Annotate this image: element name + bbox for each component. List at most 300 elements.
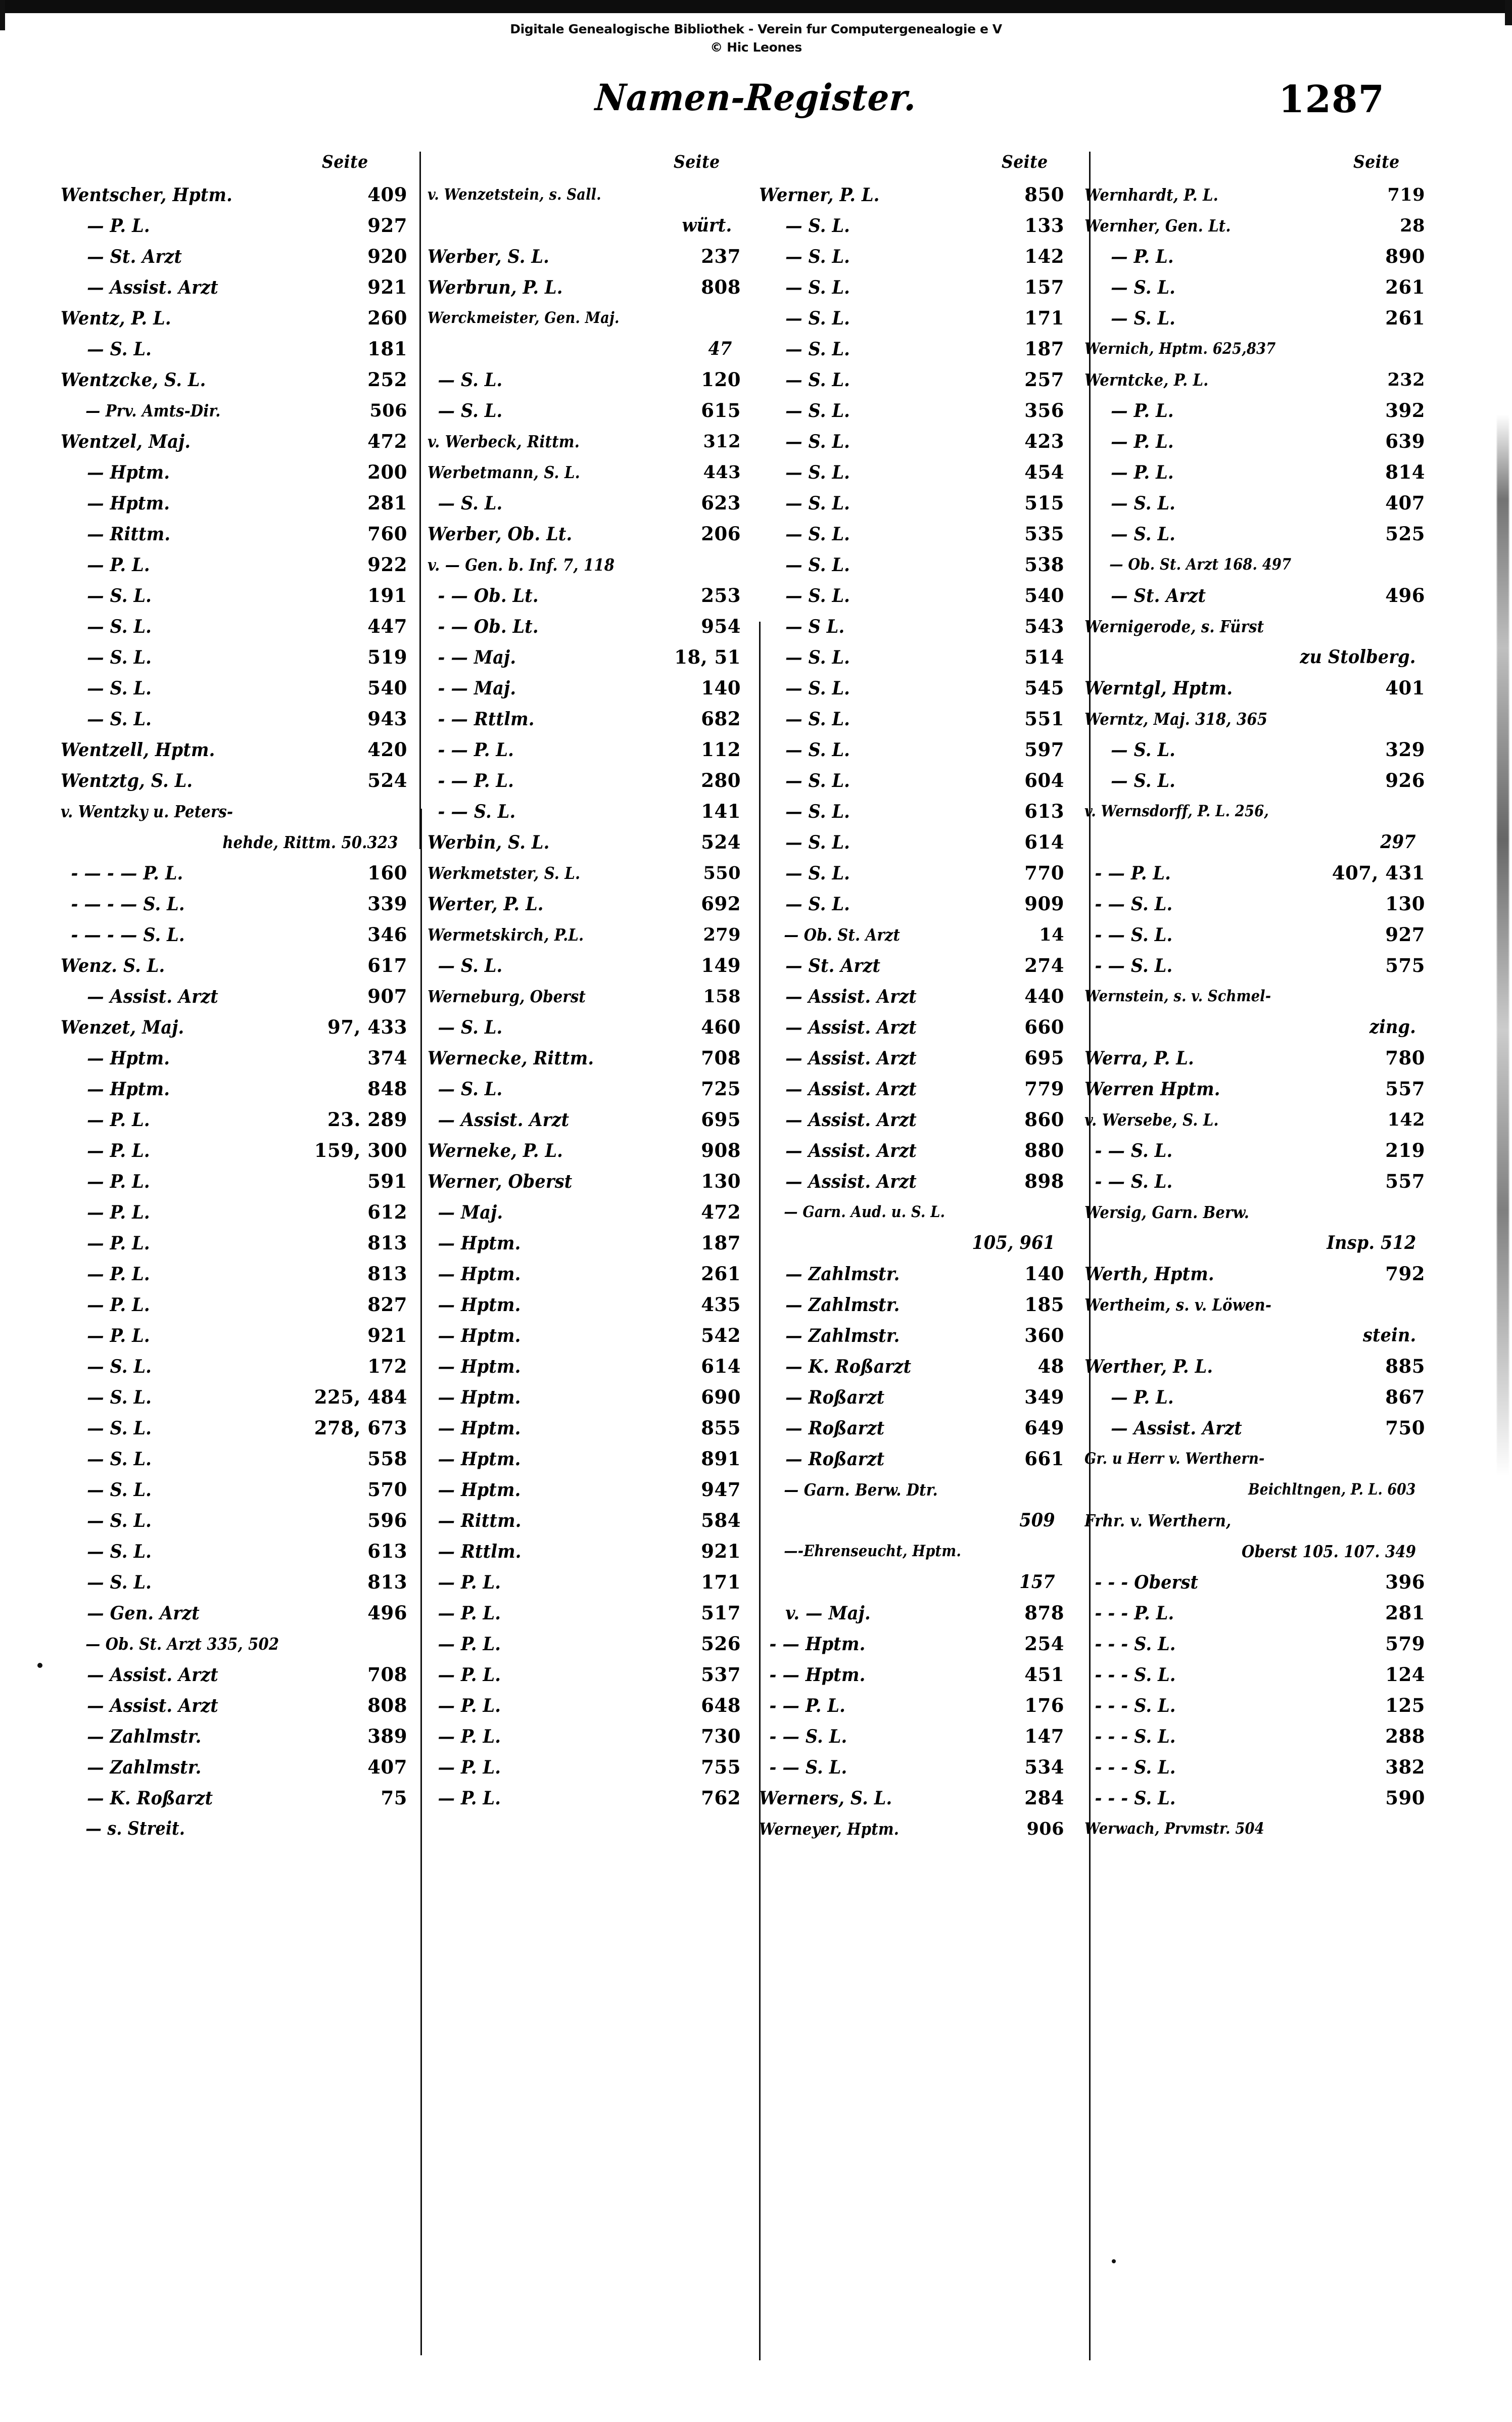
index-entry-page: 440 xyxy=(1024,985,1064,1007)
index-entry-name: — P. L. xyxy=(438,1572,501,1593)
index-entry xyxy=(428,1505,741,1536)
index-entry-name: Werra, P. L. xyxy=(1084,1048,1194,1069)
index-entry-name: Frhr. v. Werthern, xyxy=(1084,1511,1232,1530)
index-entry xyxy=(61,179,407,210)
index-entry xyxy=(759,1259,1064,1289)
index-entry-name: 47 xyxy=(708,338,732,359)
index-entry-name: stein. xyxy=(1362,1325,1416,1346)
index-entry-name: — Assist. Arzt xyxy=(87,1664,218,1686)
index-entry-name: — S. L. xyxy=(785,400,850,422)
index-entry-name: — S. L. xyxy=(87,1541,152,1562)
index-entry-name: — S L. xyxy=(785,616,845,637)
index-entry-name: — P. L. xyxy=(87,1294,150,1316)
index-entry-page: 281 xyxy=(367,492,407,514)
index-entry-page: 695 xyxy=(1024,1047,1064,1069)
index-entry-page: 28 xyxy=(1400,215,1425,236)
index-entry-name: — S. L. xyxy=(87,1510,152,1531)
index-entry-name: hehde, Rittm. 50.323 xyxy=(222,832,398,852)
index-entry-name: — S. L. xyxy=(438,493,503,514)
index-entry xyxy=(61,1752,407,1783)
index-entry xyxy=(428,1690,741,1721)
index-entry xyxy=(428,981,741,1012)
index-entry-page: 274 xyxy=(1024,954,1064,976)
index-entry-name: — P. L. xyxy=(438,1757,501,1778)
index-entry xyxy=(759,549,1064,580)
index-entry xyxy=(61,889,407,919)
index-entry-name: ‐ — S. L. xyxy=(1095,924,1173,946)
index-entry-page: 454 xyxy=(1024,461,1064,483)
index-entry-page: 447 xyxy=(367,615,407,637)
index-entry xyxy=(428,1628,741,1659)
index-entry-name: — Roßarzt xyxy=(785,1449,885,1470)
index-entry xyxy=(1084,1628,1425,1659)
index-entry-name: Wersig, Garn. Berw. xyxy=(1084,1202,1250,1222)
index-entry-name: — S. L. xyxy=(87,1479,152,1501)
index-entry xyxy=(1084,796,1425,827)
index-entry-page: 389 xyxy=(367,1725,407,1747)
index-entry-page: 420 xyxy=(367,738,407,761)
index-entry-page: 401 xyxy=(1385,677,1425,699)
index-entry xyxy=(61,519,407,549)
index-entry xyxy=(428,765,741,796)
index-entry xyxy=(61,395,407,426)
index-entry-page: 690 xyxy=(701,1386,741,1408)
index-entry-name: ‐ ‐ ‐ S. L. xyxy=(1095,1788,1176,1809)
index-entry-page: 557 xyxy=(1385,1078,1425,1100)
index-entry-page: 570 xyxy=(367,1478,407,1501)
index-entry-name: Werntgl, Hptm. xyxy=(1084,678,1233,699)
index-entry-page: 14 xyxy=(1039,924,1064,945)
index-entry-name: Werner, P. L. xyxy=(759,184,880,206)
index-entry-name: — S. L. xyxy=(1111,524,1176,545)
index-entry-page: 496 xyxy=(367,1602,407,1624)
index-entry-page: 692 xyxy=(701,893,741,915)
index-entry-name: Wernigerode, s. Fürst xyxy=(1084,617,1264,636)
index-entry-name: — S. L. xyxy=(785,863,850,884)
index-entry-name: — Zahlmstr. xyxy=(87,1757,202,1778)
index-entry xyxy=(1084,1752,1425,1783)
page-number: 1287 xyxy=(1279,78,1385,121)
index-entry-name: v. Wenzetstein, s. Sall. xyxy=(428,185,601,204)
index-entry xyxy=(759,1289,1064,1320)
index-entry xyxy=(61,1043,407,1074)
index-entry-page: 451 xyxy=(1024,1663,1064,1686)
index-entry-page: 339 xyxy=(367,893,407,915)
index-entry xyxy=(1084,1474,1425,1505)
index-entry-page: 206 xyxy=(701,523,741,545)
index-entry-page: 112 xyxy=(701,738,741,761)
index-entry-name: ‐ — Hptm. xyxy=(769,1634,866,1655)
index-entry xyxy=(759,642,1064,673)
index-entry-name: ‐ — S. L. xyxy=(1095,1171,1173,1192)
index-entry-page: 695 xyxy=(701,1108,741,1131)
index-entry-page: 885 xyxy=(1385,1355,1425,1377)
index-entry-name: ‐ — S. L. xyxy=(1095,894,1173,915)
index-entry xyxy=(61,765,407,796)
index-entry-list xyxy=(61,179,407,1844)
index-entry-page: 435 xyxy=(701,1293,741,1316)
index-entry xyxy=(61,827,407,858)
index-entry xyxy=(61,1598,407,1628)
index-entry xyxy=(1084,1659,1425,1690)
index-entry-name: Wentz, P. L. xyxy=(61,308,171,329)
index-entry xyxy=(1084,395,1425,426)
index-entry-name: — S. L. xyxy=(87,585,152,607)
index-entry xyxy=(428,1351,741,1382)
index-entry-name: — Assist. Arzt xyxy=(785,1079,917,1100)
index-entry-page: 762 xyxy=(701,1787,741,1809)
index-entry-page: 661 xyxy=(1024,1448,1064,1470)
index-entry-name: —‐Ehrenseucht, Hptm. xyxy=(784,1542,962,1560)
index-entry-page: 515 xyxy=(1024,492,1064,514)
index-entry-name: v. Werbeck, Rittm. xyxy=(428,432,580,451)
index-entry xyxy=(759,919,1064,950)
index-entry-page: 860 xyxy=(1024,1108,1064,1131)
index-entry-page: 171 xyxy=(1024,307,1064,329)
index-entry-name: — Assist. Arzt xyxy=(87,277,218,298)
index-entry-name: ‐ — P. L. xyxy=(769,1695,845,1716)
index-entry xyxy=(61,1228,407,1259)
index-entry xyxy=(61,1690,407,1721)
index-entry xyxy=(428,642,741,673)
index-entry-name: ‐ — P. L. xyxy=(438,739,514,761)
index-entry-page: 75 xyxy=(381,1787,407,1809)
index-entry-name: Werth, Hptm. xyxy=(1084,1264,1214,1285)
index-entry-name: — P. L. xyxy=(438,1603,501,1624)
index-entry xyxy=(61,1505,407,1536)
index-entry-page: 460 xyxy=(701,1016,741,1038)
index-entry xyxy=(428,241,741,272)
watermark-line-2: © Hic Leones xyxy=(710,40,802,55)
index-entry xyxy=(428,1721,741,1752)
index-entry-name: ‐ ‐ ‐ S. L. xyxy=(1095,1664,1176,1686)
index-entry-name: — Garn. Aud. u. S. L. xyxy=(784,1203,946,1221)
index-entry-name: 105, 961 xyxy=(972,1232,1055,1253)
index-entry-name: — Hptm. xyxy=(438,1325,521,1346)
index-entry-page: 617 xyxy=(367,954,407,976)
index-entry-page: 409 xyxy=(367,183,407,206)
index-entry xyxy=(428,1783,741,1813)
index-entry xyxy=(61,1166,407,1197)
index-entry-name: — S. L. xyxy=(438,369,503,391)
index-entry-name: Werntz, Maj. 318, 365 xyxy=(1084,709,1268,729)
index-entry xyxy=(61,981,407,1012)
index-entry xyxy=(61,796,407,827)
index-columns xyxy=(61,152,1425,2376)
index-entry-page: 254 xyxy=(1024,1633,1064,1655)
index-entry-page: 813 xyxy=(367,1263,407,1285)
index-entry-name: — Assist. Arzt xyxy=(785,1048,917,1069)
index-entry xyxy=(1084,241,1425,272)
index-entry-name: — Hptm. xyxy=(438,1356,521,1377)
index-entry-name: — Hptm. xyxy=(87,462,170,483)
index-entry-name: — Assist. Arzt xyxy=(87,1695,218,1716)
index-entry-page: 120 xyxy=(701,368,741,391)
index-entry xyxy=(428,1443,741,1474)
index-entry-name: Werckmeister, Gen. Maj. xyxy=(428,309,620,327)
index-entry-name: — P. L. xyxy=(87,1325,150,1346)
index-entry-page: 261 xyxy=(1385,276,1425,298)
index-entry-page: 921 xyxy=(701,1540,741,1562)
index-entry-name: — S. L. xyxy=(785,308,850,329)
index-entry-name: — Zahlmstr. xyxy=(785,1325,900,1346)
index-entry xyxy=(428,734,741,765)
index-entry-name: Wenz. S. L. xyxy=(61,955,165,976)
index-entry-name: ‐ — ‐ — S. L. xyxy=(71,894,185,915)
index-entry-page: 921 xyxy=(367,1324,407,1346)
index-entry xyxy=(759,241,1064,272)
index-entry-name: — S. L. xyxy=(785,215,850,237)
index-entry xyxy=(759,1813,1064,1844)
index-entry xyxy=(428,611,741,642)
index-entry-page: 906 xyxy=(1026,1819,1064,1839)
index-entry-page: 346 xyxy=(367,923,407,946)
index-entry-name: — S. L. xyxy=(87,678,152,699)
index-entry-page: 779 xyxy=(1024,1078,1064,1100)
index-entry-page: 848 xyxy=(367,1078,407,1100)
index-entry-page: 623 xyxy=(701,492,741,514)
index-entry-name: — S. L. xyxy=(785,585,850,607)
index-entry-name: Werter, P. L. xyxy=(428,894,544,915)
index-entry xyxy=(759,673,1064,704)
index-entry-name: — Zahlmstr. xyxy=(87,1726,202,1747)
index-entry-page: 392 xyxy=(1385,399,1425,422)
index-entry-page: 543 xyxy=(1024,615,1064,637)
index-entry-name: — S. L. xyxy=(87,1449,152,1470)
index-entry xyxy=(759,1351,1064,1382)
index-entry xyxy=(1084,1166,1425,1197)
index-entry-page: 524 xyxy=(701,831,741,853)
index-entry xyxy=(759,210,1064,241)
index-entry xyxy=(1084,1197,1425,1228)
index-entry xyxy=(61,1074,407,1104)
index-entry-name: Oberst 105. 107. 349 xyxy=(1241,1542,1416,1561)
index-entry-name: — S. L. xyxy=(785,339,850,360)
index-entry-name: — Roßarzt xyxy=(785,1418,885,1439)
index-entry-name: — Ob. St. Arzt xyxy=(784,925,901,945)
index-entry xyxy=(61,1443,407,1474)
index-entry-name: — Garn. Berw. Dtr. xyxy=(784,1480,938,1500)
index-entry-page: 947 xyxy=(701,1478,741,1501)
index-entry-name: — Zahlmstr. xyxy=(785,1264,900,1285)
index-entry xyxy=(61,704,407,734)
index-entry-page: 927 xyxy=(1385,923,1425,946)
index-entry-name: ‐ — ‐ — P. L. xyxy=(71,863,183,884)
index-entry xyxy=(428,1166,741,1197)
index-entry-name: — S. L. xyxy=(785,739,850,761)
index-entry xyxy=(428,1289,741,1320)
index-entry-name: — S. L. xyxy=(1111,308,1176,329)
index-entry xyxy=(428,1413,741,1443)
index-entry-name: — St. Arzt xyxy=(1111,585,1206,607)
index-entry-page: 232 xyxy=(1387,369,1425,390)
index-entry-page: 613 xyxy=(1024,800,1064,822)
index-entry-page: 517 xyxy=(701,1602,741,1624)
index-entry-page: 524 xyxy=(367,769,407,791)
index-entry xyxy=(61,426,407,457)
index-entry xyxy=(1084,1536,1425,1567)
index-entry xyxy=(1084,580,1425,611)
index-entry-name: — S. L. xyxy=(785,770,850,791)
index-entry xyxy=(61,1628,407,1659)
index-entry xyxy=(428,1320,741,1351)
index-entry xyxy=(759,1505,1064,1536)
index-entry xyxy=(759,950,1064,981)
index-entry xyxy=(61,1320,407,1351)
index-entry-page: 172 xyxy=(367,1355,407,1377)
index-entry-name: — Hptm. xyxy=(438,1233,521,1254)
index-entry xyxy=(428,1598,741,1628)
index-entry-name: v. Wernsdorff, P. L. 256, xyxy=(1084,802,1269,820)
index-entry xyxy=(61,642,407,673)
index-entry xyxy=(428,827,741,858)
index-entry-name: Werber, S. L. xyxy=(428,246,549,267)
index-entry xyxy=(759,704,1064,734)
index-entry xyxy=(61,210,407,241)
index-entry-name: — S. L. xyxy=(1111,277,1176,298)
index-entry-page: 891 xyxy=(701,1448,741,1470)
index-entry xyxy=(428,1752,741,1783)
index-entry-page: 23. 289 xyxy=(327,1108,407,1131)
index-entry-name: — S. L. xyxy=(785,246,850,267)
index-entry-page: 407 xyxy=(1385,492,1425,514)
index-entry-page: 908 xyxy=(701,1139,741,1161)
index-entry-name: ‐ — S. L. xyxy=(438,801,516,822)
index-entry xyxy=(428,519,741,549)
index-entry-name: — P. L. xyxy=(1111,431,1174,452)
index-entry-name: — P. L. xyxy=(438,1788,501,1809)
index-entry-page: 312 xyxy=(703,431,741,452)
index-entry-page: 443 xyxy=(703,462,741,483)
index-entry-name: 297 xyxy=(1380,831,1416,853)
index-entry xyxy=(759,796,1064,827)
index-entry xyxy=(759,1567,1064,1598)
index-entry-page: 542 xyxy=(701,1324,741,1346)
index-entry xyxy=(759,1752,1064,1783)
index-entry-page: 920 xyxy=(367,245,407,267)
index-entry-page: 472 xyxy=(701,1201,741,1223)
index-entry-page: 360 xyxy=(1024,1324,1064,1346)
index-entry-name: — P. L. xyxy=(438,1726,501,1747)
index-entry-name: Wenzet, Maj. xyxy=(61,1017,184,1038)
index-entry xyxy=(759,1043,1064,1074)
index-entry xyxy=(61,1783,407,1813)
index-entry-page: 260 xyxy=(367,307,407,329)
index-entry-page: 526 xyxy=(701,1633,741,1655)
scan-margin-bleed xyxy=(1497,414,1509,1476)
index-entry-name: — P. L. xyxy=(438,1695,501,1716)
index-entry xyxy=(61,1382,407,1413)
index-column-3 xyxy=(748,152,1071,2365)
index-entry xyxy=(61,1351,407,1382)
index-entry xyxy=(1084,765,1425,796)
index-entry-name: — Roßarzt xyxy=(785,1387,885,1408)
index-column-4 xyxy=(1071,152,1425,2365)
index-entry-name: — P. L. xyxy=(1111,462,1174,483)
index-entry-name: v. — Maj. xyxy=(785,1603,871,1624)
index-entry xyxy=(1084,1135,1425,1166)
index-entry-list xyxy=(759,179,1064,1844)
index-entry-name: — S. L. xyxy=(438,400,503,422)
index-entry-name: — S. L. xyxy=(1111,770,1176,791)
index-entry-page: 604 xyxy=(1024,769,1064,791)
index-entry-name: ‐ — Ob. Lt. xyxy=(438,585,539,607)
index-entry-name: — S. L. xyxy=(87,1387,152,1408)
index-entry xyxy=(759,395,1064,426)
index-entry xyxy=(428,426,741,457)
index-entry-name: — Rittm. xyxy=(438,1510,522,1531)
index-entry-name: — S. L. xyxy=(87,709,152,730)
index-entry-page: 615 xyxy=(701,399,741,422)
index-entry-name: — S. L. xyxy=(87,339,152,360)
index-entry-name: Werbin, S. L. xyxy=(428,832,550,853)
index-entry xyxy=(759,580,1064,611)
index-entry-name: — Hptm. xyxy=(438,1264,521,1285)
index-entry-page: 943 xyxy=(367,708,407,730)
index-entry xyxy=(1084,1413,1425,1443)
index-entry-page: 506 xyxy=(369,400,407,421)
index-entry-name: Werneburg, Oberst xyxy=(428,987,586,1006)
index-entry-page: 708 xyxy=(367,1663,407,1686)
index-entry-name: Wertheim, s. v. Löwen‐ xyxy=(1084,1295,1272,1315)
index-entry-name: Werbrun, P. L. xyxy=(428,277,563,298)
index-entry-name: ‐ ‐ ‐ P. L. xyxy=(1095,1603,1174,1624)
index-entry-name: — S. L. xyxy=(785,709,850,730)
index-entry-page: 898 xyxy=(1024,1170,1064,1192)
index-entry-name: ‐ — Maj. xyxy=(438,647,516,668)
index-entry-name: — Hptm. xyxy=(438,1387,521,1408)
index-entry-page: 708 xyxy=(701,1047,741,1069)
index-entry xyxy=(428,334,741,364)
index-entry xyxy=(61,1259,407,1289)
index-entry xyxy=(759,1474,1064,1505)
index-entry xyxy=(428,364,741,395)
index-entry xyxy=(1084,1443,1425,1474)
index-entry xyxy=(61,1659,407,1690)
index-entry-name: — Assist. Arzt xyxy=(87,986,218,1007)
index-entry-page: 909 xyxy=(1024,893,1064,915)
index-entry xyxy=(428,1259,741,1289)
index-entry-name: Werbetmann, S. L. xyxy=(428,462,580,482)
index-entry-page: 850 xyxy=(1024,183,1064,206)
index-entry-page: 575 xyxy=(1385,954,1425,976)
index-entry xyxy=(1084,519,1425,549)
index-entry-name: Gr. u Herr v. Werthern‐ xyxy=(1084,1450,1265,1468)
index-entry-page: 558 xyxy=(367,1448,407,1470)
page-title: Namen‐Register. xyxy=(594,76,918,119)
index-entry-name: ‐ ‐ ‐ S. L. xyxy=(1095,1695,1176,1716)
index-entry-page: 649 xyxy=(1024,1417,1064,1439)
index-entry-page: 557 xyxy=(1385,1170,1425,1192)
index-entry-name: Werber, Ob. Lt. xyxy=(428,524,573,545)
index-entry-page: 257 xyxy=(1024,368,1064,391)
index-entry xyxy=(759,981,1064,1012)
index-column-1 xyxy=(61,152,414,2365)
index-entry xyxy=(1084,1320,1425,1351)
index-entry xyxy=(1084,334,1425,364)
index-entry xyxy=(1084,364,1425,395)
index-entry-name: — S. L. xyxy=(785,462,850,483)
index-entry-page: 160 xyxy=(367,862,407,884)
index-entry-name: — Gen. Arzt xyxy=(87,1603,200,1624)
index-entry xyxy=(428,704,741,734)
index-entry-page: 954 xyxy=(701,615,741,637)
index-entry-page: 922 xyxy=(367,553,407,576)
index-entry xyxy=(428,1104,741,1135)
index-entry xyxy=(759,1228,1064,1259)
index-entry-name: — S. L. xyxy=(785,493,850,514)
index-entry-name: — K. Roßarzt xyxy=(785,1356,912,1377)
